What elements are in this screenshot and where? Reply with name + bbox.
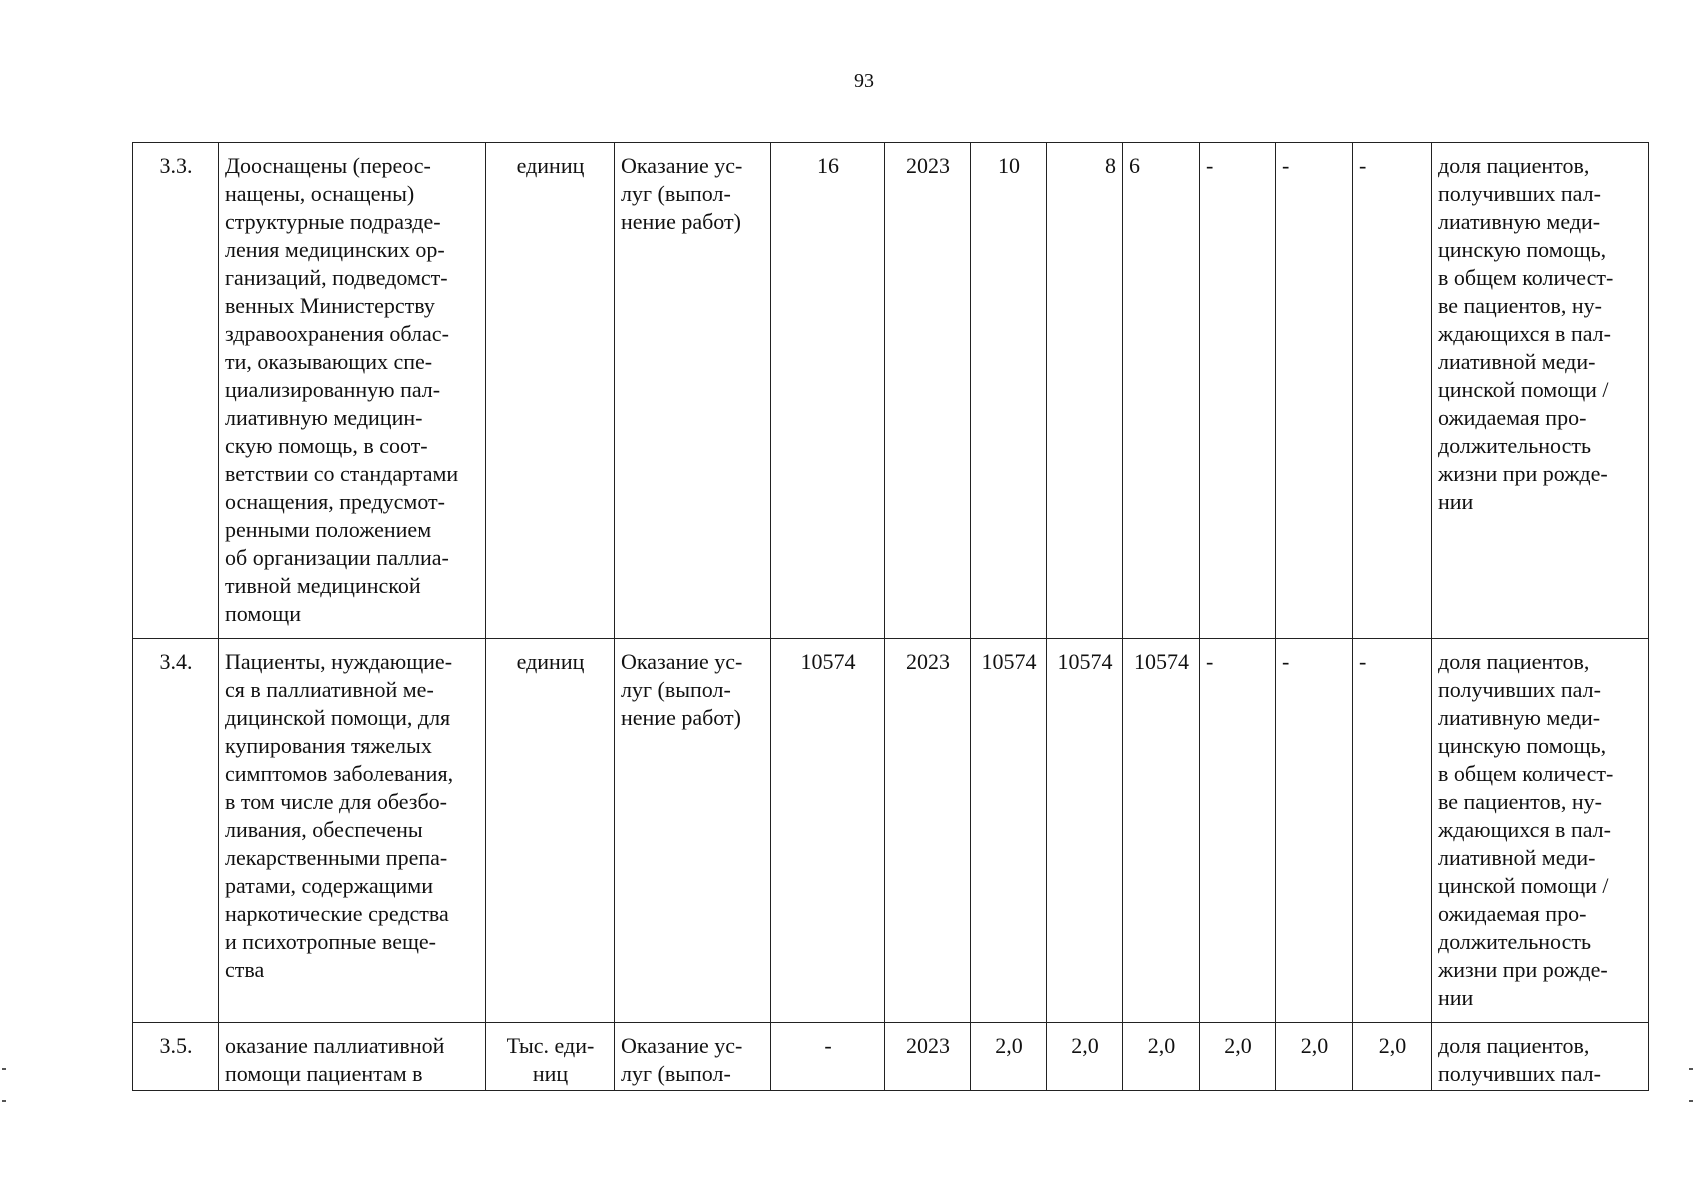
row-number: 3.3. xyxy=(133,143,219,639)
measures-table xyxy=(132,142,1649,1091)
base-value: 16 xyxy=(771,143,885,639)
result-indicator: доля пациентов, получивших пал- лиативную меди- цинскую помощь, в общем количест- ве пациентов, ну- ждающихся в пал- лиативной меди- цинской помощи / ожидаемая про- должительность жизни при рожде- нии xyxy=(1432,639,1649,1023)
table-row xyxy=(133,1023,1649,1091)
base-value: 10574 xyxy=(771,639,885,1023)
year-value-2: 10574 xyxy=(1047,639,1123,1023)
base-year: 2023 xyxy=(885,639,971,1023)
row-number: 3.4. xyxy=(133,639,219,1023)
year-value-1: 10574 xyxy=(971,639,1047,1023)
measure-type: Оказание ус- луг (выпол- нение работ) xyxy=(615,143,771,639)
year-value-1: 10 xyxy=(971,143,1047,639)
base-value: - xyxy=(771,1023,885,1091)
year-value-4: - xyxy=(1200,639,1276,1023)
year-value-5: - xyxy=(1276,143,1353,639)
result-indicator: доля пациентов, получивших пал- xyxy=(1432,1023,1649,1091)
table-row xyxy=(133,143,1649,639)
page-number: 93 xyxy=(854,70,874,92)
table-row xyxy=(133,639,1649,1023)
year-value-3: 10574 xyxy=(1123,639,1200,1023)
year-value-4: - xyxy=(1200,143,1276,639)
year-value-6: - xyxy=(1353,143,1432,639)
year-value-2: 8 xyxy=(1047,143,1123,639)
year-value-3: 2,0 xyxy=(1123,1023,1200,1091)
year-value-4: 2,0 xyxy=(1200,1023,1276,1091)
year-value-5: 2,0 xyxy=(1276,1023,1353,1091)
base-year: 2023 xyxy=(885,143,971,639)
year-value-6: - xyxy=(1353,639,1432,1023)
measure-unit: единиц xyxy=(486,143,615,639)
measure-name: Дооснащены (переос- нащены, оснащены) структурные подразде- ления медицинских ор- ганизаций, подведомст- венных Министерству здравоохранения облас- ти, оказывающих спе- циализированную пал- лиативную медицин- скую помощь, в соот- ветствии со стандартами оснащения, предусмот- ренными положением об организации паллиа- тивной медицинской помощи xyxy=(219,143,486,639)
year-value-3: 6 xyxy=(1123,143,1200,639)
measure-name: оказание паллиативной помощи пациентам в xyxy=(219,1023,486,1091)
scan-edge-mark-left xyxy=(2,1068,6,1102)
measure-type: Оказание ус- луг (выпол- нение работ) xyxy=(615,639,771,1023)
year-value-2: 2,0 xyxy=(1047,1023,1123,1091)
measure-type: Оказание ус- луг (выпол- xyxy=(615,1023,771,1091)
year-value-6: 2,0 xyxy=(1353,1023,1432,1091)
measure-name: Пациенты, нуждающие- ся в паллиативной ме- дицинской помощи, для купирования тяжелых симптомов заболевания, в том числе для обезбо- ливания, обеспечены лекарственными препа- ратами, содержащими наркотические средства и психотропные веще- ства xyxy=(219,639,486,1023)
row-number: 3.5. xyxy=(133,1023,219,1091)
year-value-5: - xyxy=(1276,639,1353,1023)
measure-unit: единиц xyxy=(486,639,615,1023)
scan-edge-mark-right xyxy=(1689,1068,1693,1102)
year-value-1: 2,0 xyxy=(971,1023,1047,1091)
measure-unit: Тыс. еди- ниц xyxy=(486,1023,615,1091)
result-indicator: доля пациентов, получивших пал- лиативную меди- цинскую помощь, в общем количест- ве пациентов, ну- ждающихся в пал- лиативной меди- цинской помощи / ожидаемая про- должительность жизни при рожде- нии xyxy=(1432,143,1649,639)
base-year: 2023 xyxy=(885,1023,971,1091)
